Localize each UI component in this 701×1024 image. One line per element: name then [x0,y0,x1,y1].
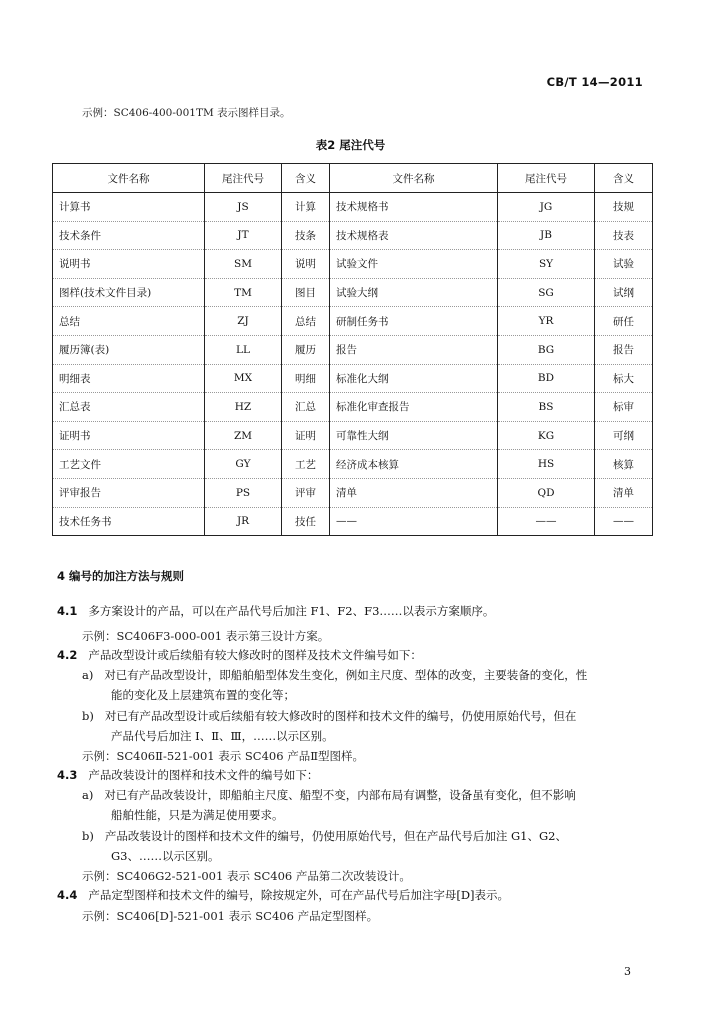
cell-file-name-2: 标准化大纲 [330,364,498,393]
cell-file-name: 计算书 [53,193,205,222]
cell-meaning-2: 试验 [595,250,653,279]
cell-meaning: 证明 [282,421,330,450]
item-4-2-a-cont: 能的变化及上层建筑布置的变化等； [111,688,295,702]
cell-tail-code: MX [205,364,282,393]
col-header-file-name-2: 文件名称 [330,164,498,193]
cell-file-name-2: 研制任务书 [330,307,498,336]
cell-file-name: 明细表 [53,364,205,393]
cell-tail-code: HZ [205,393,282,422]
cell-tail-code-2: BS [498,393,595,422]
cell-tail-code: JR [205,507,282,536]
cell-meaning: 说明 [282,250,330,279]
clause-text: 产品改型设计或后续船有较大修改时的图样及技术文件编号如下： [88,648,422,662]
example-4-2: 示例：SC406Ⅱ-521-001 表示 SC406 产品Ⅱ型图样。 [82,749,365,763]
table-row [53,307,653,336]
table-header-row [53,164,653,193]
cell-tail-code: GY [205,450,282,479]
cell-meaning-2: 可纲 [595,421,653,450]
cell-file-name-2: 技术规格书 [330,193,498,222]
cell-meaning-2: 报告 [595,335,653,364]
cell-tail-code-2: SG [498,278,595,307]
cell-file-name-2: 清单 [330,478,498,507]
cell-meaning: 图目 [282,278,330,307]
cell-file-name: 工艺文件 [53,450,205,479]
cell-file-name: 技术任务书 [53,507,205,536]
cell-tail-code-2: QD [498,478,595,507]
cell-meaning: 明细 [282,364,330,393]
table-row [53,421,653,450]
table-row [53,364,653,393]
clause-text: 多方案设计的产品，可以在产品代号后加注 F1、F2、F3……以表示方案顺序。 [88,604,495,618]
cell-meaning-2: 标大 [595,364,653,393]
table-row [53,278,653,307]
cell-file-name: 证明书 [53,421,205,450]
cell-file-name: 图样(技术文件目录) [53,278,205,307]
cell-tail-code: LL [205,335,282,364]
table-row [53,335,653,364]
tail-code-table [52,163,653,536]
section-4-title: 4 编号的加注方法与规则 [57,569,185,583]
cell-meaning-2: 标审 [595,393,653,422]
cell-meaning-2: 研任 [595,307,653,336]
col-header-tail-code-2: 尾注代号 [498,164,595,193]
cell-meaning: 汇总 [282,393,330,422]
cell-file-name-2: 经济成本核算 [330,450,498,479]
item-label: b) [82,829,94,843]
cell-tail-code-2: KG [498,421,595,450]
cell-meaning-2: 技表 [595,221,653,250]
cell-file-name: 总结 [53,307,205,336]
cell-tail-code-2: SY [498,250,595,279]
example-4-1: 示例：SC406F3-000-001 表示第三设计方案。 [82,629,330,643]
cell-meaning-2: —— [595,507,653,536]
cell-tail-code-2: BG [498,335,595,364]
cell-tail-code: PS [205,478,282,507]
cell-file-name-2: 试验文件 [330,250,498,279]
item-4-2-a [82,667,587,683]
item-text: 对已有产品改型设计，即船舶船型体发生变化，例如主尺度、型体的改变，主要装备的变化，性 [104,668,588,682]
clause-number: 4.4 [57,888,78,902]
cell-file-name-2: 技术规格表 [330,221,498,250]
clause-number: 4.3 [57,768,78,782]
page-number: 3 [624,965,631,978]
cell-meaning: 技条 [282,221,330,250]
item-label: a) [82,788,94,802]
table-row [53,507,653,536]
cell-tail-code-2: —— [498,507,595,536]
clause-text: 产品改装设计的图样和技术文件的编号如下： [88,768,319,782]
table-row [53,450,653,479]
cell-meaning-2: 清单 [595,478,653,507]
item-label: b) [82,709,94,723]
item-label: a) [82,668,94,682]
table-title: 表2 尾注代号 [315,138,386,152]
cell-meaning-2: 试纲 [595,278,653,307]
item-4-2-b [82,708,576,724]
cell-tail-code-2: HS [498,450,595,479]
item-text: 对已有产品改型设计或后续船有较大修改时的图样和技术文件的编号，仍使用原始代号，但在 [104,709,577,723]
col-header-file-name: 文件名称 [53,164,205,193]
example-4-3: 示例：SC406G2-521-001 表示 SC406 产品第二次改装设计。 [82,869,411,883]
clause-number: 4.1 [57,604,78,618]
cell-file-name-2: —— [330,507,498,536]
cell-tail-code: JT [205,221,282,250]
cell-file-name: 履历簿(表) [53,335,205,364]
cell-tail-code: ZM [205,421,282,450]
cell-file-name-2: 试验大纲 [330,278,498,307]
cell-tail-code: JS [205,193,282,222]
clause-text: 产品定型图样和技术文件的编号，除按规定外，可在产品代号后加注字母[D]表示。 [88,888,510,902]
cell-file-name-2: 标准化审查报告 [330,393,498,422]
cell-file-name: 说明书 [53,250,205,279]
clause-4-4 [57,887,509,903]
cell-file-name: 汇总表 [53,393,205,422]
cell-file-name-2: 报告 [330,335,498,364]
example-4-4: 示例：SC406[D]-521-001 表示 SC406 产品定型图样。 [82,909,379,923]
cell-meaning: 总结 [282,307,330,336]
cell-file-name-2: 可靠性大纲 [330,421,498,450]
cell-meaning: 履历 [282,335,330,364]
item-4-3-b [82,828,567,844]
item-4-3-a-cont: 船舶性能，只是为满足使用要求。 [111,808,284,822]
col-header-meaning-2: 含义 [595,164,653,193]
cell-meaning-2: 核算 [595,450,653,479]
cell-meaning: 计算 [282,193,330,222]
col-header-tail-code: 尾注代号 [205,164,282,193]
cell-meaning: 工艺 [282,450,330,479]
example-top: 示例：SC406-400-001TM 表示图样目录。 [82,107,291,119]
clause-number: 4.2 [57,648,78,662]
cell-meaning-2: 技规 [595,193,653,222]
item-4-3-a [82,787,576,803]
item-text: 对已有产品改装设计，即船舶主尺度、船型不变，内部布局有调整，设备虽有变化，但不影响 [104,788,576,802]
cell-file-name: 技术条件 [53,221,205,250]
cell-meaning: 技任 [282,507,330,536]
document-code: CB/T 14—2011 [546,75,643,89]
item-4-3-b-cont: G3、……以示区别。 [111,849,220,863]
item-text: 产品改装设计的图样和技术文件的编号，仍使用原始代号，但在产品代号后加注 G1、G2、 [104,829,567,843]
table-row [53,193,653,222]
cell-meaning: 评审 [282,478,330,507]
item-4-2-b-cont: 产品代号后加注 Ⅰ、Ⅱ、Ⅲ，……以示区别。 [111,729,334,743]
clause-4-2 [57,647,422,663]
table-row [53,478,653,507]
cell-file-name: 评审报告 [53,478,205,507]
cell-tail-code-2: JB [498,221,595,250]
cell-tail-code-2: JG [498,193,595,222]
cell-tail-code: SM [205,250,282,279]
cell-tail-code-2: BD [498,364,595,393]
table-row [53,393,653,422]
table-row [53,221,653,250]
cell-tail-code-2: YR [498,307,595,336]
clause-4-3 [57,767,318,783]
clause-4-1 [57,603,494,619]
cell-tail-code: TM [205,278,282,307]
table-row [53,250,653,279]
col-header-meaning: 含义 [282,164,330,193]
cell-tail-code: ZJ [205,307,282,336]
